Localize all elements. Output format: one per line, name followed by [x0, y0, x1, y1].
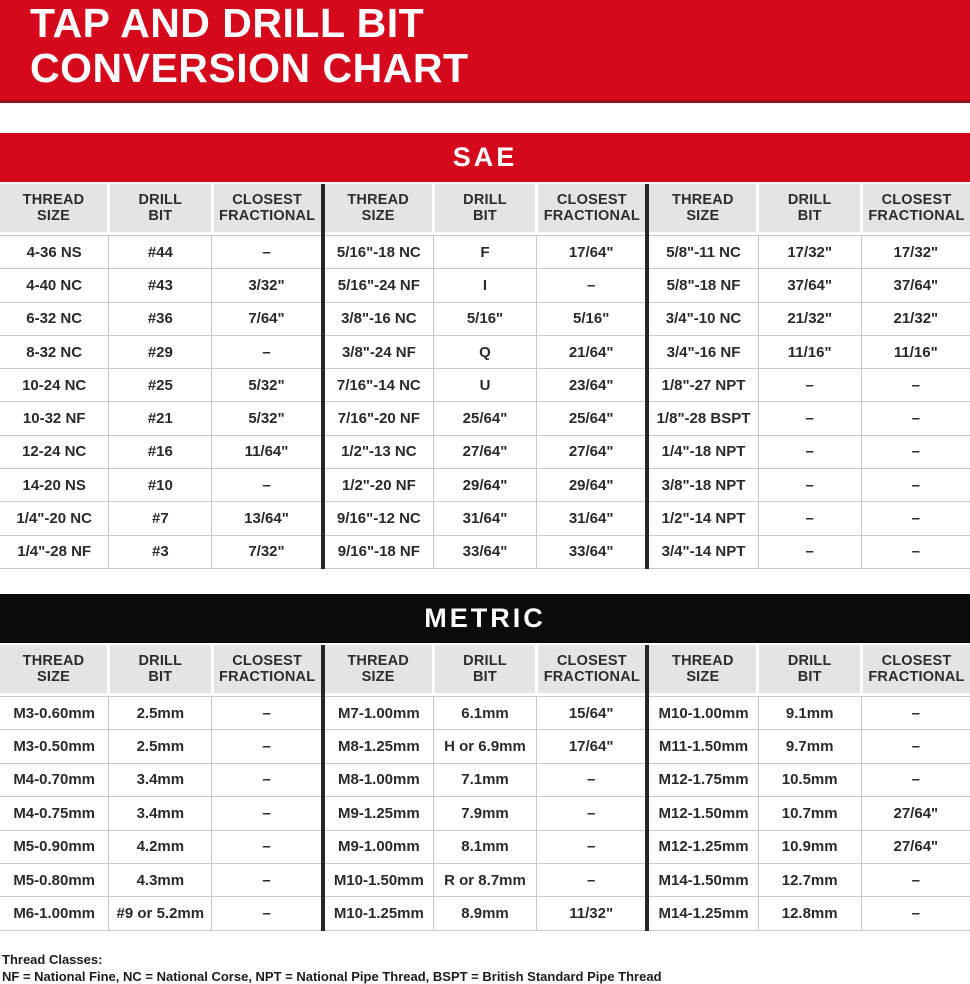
cell-drill-bit: –: [759, 469, 862, 501]
column-header: DRILL BIT: [759, 184, 860, 232]
table-row: [0, 697, 321, 730]
table-row: [325, 303, 646, 336]
cell-thread-size: M14-1.25mm: [649, 897, 758, 929]
cell-closest-fractional: 3/32": [248, 276, 285, 294]
cell-thread-size: 7/16"-14 NC: [325, 369, 434, 401]
table-row: [0, 764, 321, 797]
cell-closest-fractional: 7/64": [248, 310, 285, 328]
cell-thread-size: 10-24 NC: [0, 369, 109, 401]
cell-thread-size: 1/2"-13 NC: [325, 436, 434, 468]
cell-drill-bit: 33/64": [434, 536, 537, 568]
cell-drill-bit: 8.9mm: [434, 897, 537, 929]
cell-drill-bit: #29: [109, 336, 212, 368]
column-group: [321, 645, 646, 931]
column-header: THREAD SIZE: [649, 184, 756, 232]
cell-drill-bit: #21: [109, 402, 212, 434]
table-body: [0, 235, 321, 569]
cell-closest-fractional: –: [262, 476, 271, 494]
table-row: [325, 336, 646, 369]
sae-section-title: SAE: [0, 133, 970, 182]
cell-thread-size: M14-1.50mm: [649, 864, 758, 896]
table-body: [325, 235, 646, 569]
table-row: [325, 269, 646, 302]
cell-drill-bit: #3: [109, 536, 212, 568]
cell-closest-fractional: –: [911, 738, 920, 756]
column-header: THREAD SIZE: [325, 184, 432, 232]
cell-drill-bit: 9.1mm: [759, 697, 862, 729]
cell-drill-bit: 25/64": [434, 402, 537, 434]
column-header: CLOSEST FRACTIONAL: [214, 184, 321, 232]
cell-thread-size: M6-1.00mm: [0, 897, 109, 929]
table-row: [325, 831, 646, 864]
cell-closest-fractional: –: [586, 771, 596, 789]
table-header-row: [0, 645, 321, 693]
cell-drill-bit: –: [759, 402, 862, 434]
cell-drill-bit: 10.5mm: [759, 764, 862, 796]
column-header: DRILL BIT: [435, 645, 536, 693]
table-row: [649, 864, 970, 897]
cell-thread-size: M11-1.50mm: [649, 730, 758, 762]
cell-drill-bit: 3.4mm: [109, 797, 212, 829]
cell-thread-size: 1/4"-28 NF: [0, 536, 109, 568]
cell-drill-bit: –: [759, 369, 862, 401]
cell-closest-fractional: –: [262, 838, 271, 856]
cell-closest-fractional: –: [262, 905, 271, 922]
table-row: [649, 303, 970, 336]
cell-drill-bit: 2.5mm: [109, 730, 212, 762]
cell-closest-fractional: 31/64": [568, 510, 614, 528]
cell-drill-bit: I: [434, 269, 537, 301]
table-body: [325, 696, 646, 931]
table-row: [649, 369, 970, 402]
table-row: [649, 402, 970, 435]
cell-drill-bit: #16: [109, 436, 212, 468]
thread-classes-legend: NF = National Fine, NC = National Corse, NPT = National Pipe Thread, BSPT = British Standard Pipe Thread: [2, 968, 662, 984]
cell-closest-fractional: 15/64": [568, 704, 614, 722]
cell-thread-size: M5-0.80mm: [0, 864, 109, 896]
cell-thread-size: M4-0.75mm: [0, 797, 109, 829]
table-header-row: [649, 184, 970, 232]
table-row: [0, 303, 321, 336]
table-row: [649, 269, 970, 302]
table-row: [0, 502, 321, 535]
table-row: [649, 469, 970, 502]
cell-drill-bit: #10: [109, 469, 212, 501]
cell-drill-bit: #44: [109, 236, 212, 268]
column-header: CLOSEST FRACTIONAL: [538, 184, 645, 232]
table-row: [649, 797, 970, 830]
cell-thread-size: M12-1.25mm: [649, 831, 758, 863]
table-row: [325, 369, 646, 402]
cell-closest-fractional: 21/64": [568, 343, 614, 361]
cell-closest-fractional: –: [911, 871, 920, 889]
table-row: [0, 536, 321, 569]
cell-closest-fractional: 21/32": [893, 310, 939, 328]
cell-thread-size: 4-40 NC: [0, 269, 109, 301]
cell-drill-bit: 10.7mm: [759, 797, 862, 829]
cell-drill-bit: –: [759, 536, 862, 568]
table-body: [649, 696, 970, 931]
table-row: [325, 402, 646, 435]
table-row: [0, 897, 321, 930]
table-row: [325, 730, 646, 763]
cell-thread-size: M10-1.50mm: [325, 864, 434, 896]
table-row: [0, 402, 321, 435]
column-header: CLOSEST FRACTIONAL: [863, 645, 970, 693]
table-row: [649, 730, 970, 763]
cell-drill-bit: 3.4mm: [109, 764, 212, 796]
table-row: [0, 336, 321, 369]
table-row: [649, 764, 970, 797]
cell-closest-fractional: –: [586, 804, 596, 822]
cell-drill-bit: #9 or 5.2mm: [109, 897, 212, 929]
cell-closest-fractional: 17/64": [568, 738, 614, 756]
column-header: THREAD SIZE: [649, 645, 756, 693]
cell-thread-size: 5/16"-24 NF: [325, 269, 434, 301]
cell-closest-fractional: 17/64": [568, 243, 614, 261]
table-row: [325, 697, 646, 730]
table-body: [0, 696, 321, 931]
cell-closest-fractional: 11/64": [244, 443, 289, 461]
column-group: [645, 184, 970, 569]
cell-thread-size: M10-1.00mm: [649, 697, 758, 729]
cell-thread-size: 1/8"-28 BSPT: [649, 402, 758, 434]
cell-drill-bit: #25: [109, 369, 212, 401]
cell-drill-bit: #7: [109, 502, 212, 534]
table-row: [325, 797, 646, 830]
table-row: [325, 236, 646, 269]
column-header: DRILL BIT: [110, 184, 211, 232]
cell-closest-fractional: 13/64": [244, 510, 289, 528]
metric-table: [0, 645, 970, 931]
table-row: [649, 436, 970, 469]
cell-thread-size: 8-32 NC: [0, 336, 109, 368]
cell-closest-fractional: 25/64": [568, 410, 614, 428]
cell-closest-fractional: –: [262, 704, 271, 722]
cell-thread-size: 5/16"-18 NC: [325, 236, 434, 268]
cell-closest-fractional: 7/32": [248, 543, 285, 561]
table-row: [0, 269, 321, 302]
table-body: [649, 235, 970, 569]
cell-thread-size: M4-0.70mm: [0, 764, 109, 796]
cell-thread-size: M3-0.50mm: [0, 730, 109, 762]
table-row: [649, 536, 970, 569]
cell-drill-bit: R or 8.7mm: [434, 864, 537, 896]
table-row: [325, 864, 646, 897]
column-header: CLOSEST FRACTIONAL: [538, 645, 645, 693]
cell-thread-size: M3-0.60mm: [0, 697, 109, 729]
cell-closest-fractional: 33/64": [568, 543, 614, 561]
cell-drill-bit: 4.3mm: [109, 864, 212, 896]
cell-drill-bit: 37/64": [759, 269, 862, 301]
table-row: [325, 502, 646, 535]
cell-thread-size: 3/4"-10 NC: [649, 303, 758, 335]
cell-closest-fractional: –: [911, 510, 920, 528]
column-header: DRILL BIT: [435, 184, 536, 232]
cell-thread-size: 7/16"-20 NF: [325, 402, 434, 434]
cell-closest-fractional: 29/64": [568, 476, 614, 494]
cell-closest-fractional: –: [586, 871, 596, 889]
table-row: [325, 436, 646, 469]
table-row: [325, 897, 646, 930]
cell-thread-size: 10-32 NF: [0, 402, 109, 434]
table-header-row: [649, 645, 970, 693]
table-row: [0, 436, 321, 469]
table-row: [649, 831, 970, 864]
column-group: [321, 184, 646, 569]
table-row: [649, 336, 970, 369]
footer-thread-classes: [2, 952, 970, 984]
header-banner: [0, 0, 970, 103]
cell-thread-size: 5/8"-11 NC: [649, 236, 758, 268]
cell-closest-fractional: 5/16": [573, 310, 610, 328]
column-header: CLOSEST FRACTIONAL: [863, 184, 970, 232]
cell-closest-fractional: –: [262, 871, 271, 889]
cell-drill-bit: 6.1mm: [434, 697, 537, 729]
column-group: [0, 645, 321, 931]
cell-thread-size: 5/8"-18 NF: [649, 269, 758, 301]
column-header: CLOSEST FRACTIONAL: [214, 645, 321, 693]
cell-drill-bit: U: [434, 369, 537, 401]
cell-thread-size: 3/8"-18 NPT: [649, 469, 758, 501]
cell-thread-size: M12-1.50mm: [649, 797, 758, 829]
cell-thread-size: 1/8"-27 NPT: [649, 369, 758, 401]
cell-drill-bit: #36: [109, 303, 212, 335]
cell-drill-bit: 21/32": [759, 303, 862, 335]
cell-drill-bit: #43: [109, 269, 212, 301]
cell-closest-fractional: –: [586, 276, 596, 294]
cell-thread-size: 1/4"-20 NC: [0, 502, 109, 534]
cell-drill-bit: 10.9mm: [759, 831, 862, 863]
cell-drill-bit: 2.5mm: [109, 697, 212, 729]
cell-closest-fractional: 17/32": [893, 243, 939, 261]
cell-thread-size: M9-1.00mm: [325, 831, 434, 863]
cell-drill-bit: 12.8mm: [759, 897, 862, 929]
cell-closest-fractional: –: [911, 905, 920, 922]
page-title-line2: CONVERSION CHART: [30, 45, 469, 91]
thread-classes-heading: Thread Classes:: [2, 951, 103, 967]
cell-drill-bit: 7.9mm: [434, 797, 537, 829]
cell-thread-size: 3/4"-16 NF: [649, 336, 758, 368]
cell-closest-fractional: –: [262, 771, 271, 789]
cell-drill-bit: 12.7mm: [759, 864, 862, 896]
table-row: [649, 697, 970, 730]
table-row: [0, 831, 321, 864]
cell-thread-size: 1/2"-14 NPT: [649, 502, 758, 534]
cell-thread-size: 3/8"-24 NF: [325, 336, 434, 368]
cell-drill-bit: –: [759, 436, 862, 468]
column-header: THREAD SIZE: [0, 184, 107, 232]
cell-drill-bit: 5/16": [434, 303, 537, 335]
cell-closest-fractional: 5/32": [248, 376, 285, 394]
cell-closest-fractional: –: [911, 376, 920, 394]
cell-closest-fractional: –: [911, 476, 920, 494]
cell-drill-bit: 11/16": [759, 336, 862, 368]
cell-thread-size: 9/16"-12 NC: [325, 502, 434, 534]
cell-drill-bit: F: [434, 236, 537, 268]
cell-closest-fractional: –: [586, 838, 596, 856]
cell-thread-size: 3/8"-16 NC: [325, 303, 434, 335]
cell-thread-size: 1/4"-18 NPT: [649, 436, 758, 468]
table-header-row: [0, 184, 321, 232]
cell-thread-size: M10-1.25mm: [325, 897, 434, 929]
cell-drill-bit: 27/64": [434, 436, 537, 468]
cell-drill-bit: 9.7mm: [759, 730, 862, 762]
cell-closest-fractional: 11/32": [569, 905, 614, 922]
cell-thread-size: M8-1.00mm: [325, 764, 434, 796]
table-row: [649, 897, 970, 930]
cell-drill-bit: 31/64": [434, 502, 537, 534]
table-row: [649, 236, 970, 269]
column-header: THREAD SIZE: [325, 645, 432, 693]
table-row: [649, 502, 970, 535]
cell-closest-fractional: 27/64": [893, 838, 939, 856]
cell-drill-bit: 17/32": [759, 236, 862, 268]
column-header: DRILL BIT: [110, 645, 211, 693]
cell-thread-size: M5-0.90mm: [0, 831, 109, 863]
cell-drill-bit: 4.2mm: [109, 831, 212, 863]
table-header-row: [325, 645, 646, 693]
cell-closest-fractional: –: [911, 771, 920, 789]
cell-thread-size: 14-20 NS: [0, 469, 109, 501]
cell-closest-fractional: –: [911, 704, 920, 722]
table-row: [325, 469, 646, 502]
table-row: [0, 797, 321, 830]
table-row: [0, 369, 321, 402]
cell-closest-fractional: 23/64": [568, 376, 614, 394]
cell-closest-fractional: –: [262, 804, 271, 822]
cell-closest-fractional: –: [262, 243, 271, 261]
cell-closest-fractional: –: [262, 343, 271, 361]
table-row: [325, 536, 646, 569]
table-row: [0, 730, 321, 763]
cell-drill-bit: 8.1mm: [434, 831, 537, 863]
cell-closest-fractional: 27/64": [568, 443, 614, 461]
cell-thread-size: 4-36 NS: [0, 236, 109, 268]
cell-thread-size: 3/4"-14 NPT: [649, 536, 758, 568]
metric-section-title: METRIC: [0, 594, 970, 643]
metric-section: [0, 594, 970, 931]
cell-drill-bit: Q: [434, 336, 537, 368]
table-row: [0, 469, 321, 502]
sae-section: [0, 133, 970, 569]
column-header: DRILL BIT: [759, 645, 860, 693]
cell-thread-size: M9-1.25mm: [325, 797, 434, 829]
page-title-line1: TAP AND DRILL BIT: [30, 0, 425, 46]
cell-closest-fractional: 27/64": [893, 804, 939, 822]
cell-thread-size: 9/16"-18 NF: [325, 536, 434, 568]
cell-drill-bit: H or 6.9mm: [434, 730, 537, 762]
column-header: THREAD SIZE: [0, 645, 107, 693]
column-group: [0, 184, 321, 569]
table-row: [0, 864, 321, 897]
cell-closest-fractional: –: [262, 738, 271, 756]
cell-drill-bit: 7.1mm: [434, 764, 537, 796]
cell-thread-size: M7-1.00mm: [325, 697, 434, 729]
cell-drill-bit: 29/64": [434, 469, 537, 501]
cell-closest-fractional: –: [911, 443, 920, 461]
cell-closest-fractional: –: [911, 410, 920, 428]
cell-thread-size: M12-1.75mm: [649, 764, 758, 796]
cell-thread-size: 1/2"-20 NF: [325, 469, 434, 501]
column-group: [645, 645, 970, 931]
cell-thread-size: 6-32 NC: [0, 303, 109, 335]
cell-closest-fractional: 37/64": [893, 276, 939, 294]
sae-table: [0, 184, 970, 569]
cell-closest-fractional: 5/32": [248, 410, 285, 428]
cell-closest-fractional: 11/16": [893, 343, 938, 361]
cell-closest-fractional: –: [911, 543, 920, 561]
table-header-row: [325, 184, 646, 232]
cell-thread-size: M8-1.25mm: [325, 730, 434, 762]
cell-drill-bit: –: [759, 502, 862, 534]
table-row: [325, 764, 646, 797]
table-row: [0, 236, 321, 269]
cell-thread-size: 12-24 NC: [0, 436, 109, 468]
